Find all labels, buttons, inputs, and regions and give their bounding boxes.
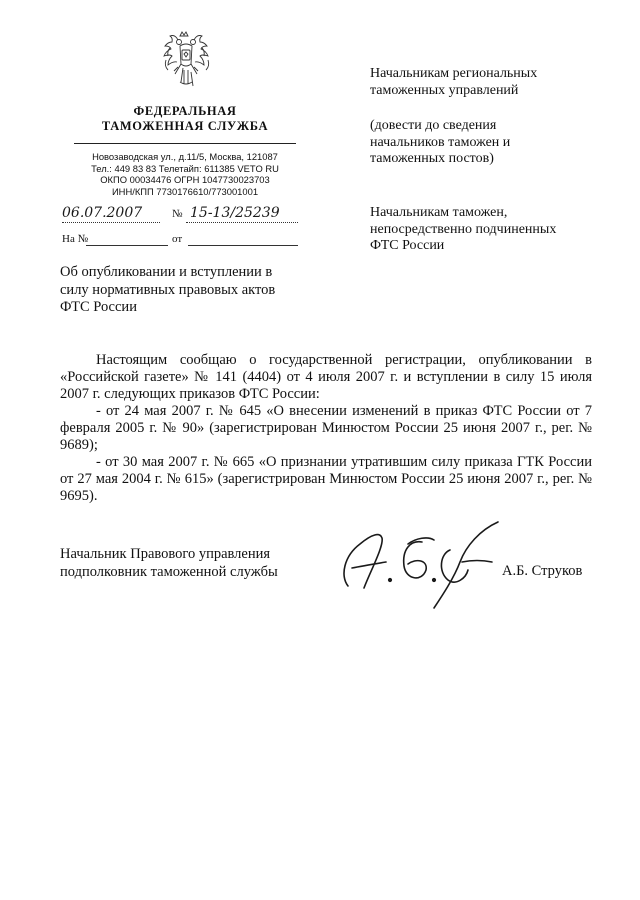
registration-row xyxy=(62,205,302,225)
recipient-line: таможенных постов) xyxy=(370,151,494,166)
recipient-line: Начальникам региональных xyxy=(370,66,538,81)
recipient-line: (довести до сведения xyxy=(370,118,497,133)
letter-body xyxy=(60,352,592,505)
reference-number-line xyxy=(86,245,168,246)
reference-number-label: На № xyxy=(62,233,89,245)
recipient-line: непосредственно подчиненных xyxy=(370,221,557,237)
subject-line: силу нормативных правовых актов xyxy=(60,281,276,298)
address-line: Новозаводская ул., д.11/5, Москва, 121087 xyxy=(92,151,278,162)
recipient-block xyxy=(370,66,610,99)
recipient-block xyxy=(370,205,610,255)
reference-date-line xyxy=(188,245,298,246)
registration-number: 15-13/25239 xyxy=(190,205,280,221)
double-headed-eagle-emblem-icon xyxy=(160,30,212,92)
recipient-line: таможенных управлений xyxy=(370,82,519,98)
body-paragraph: - от 30 мая 2007 г. № 665 «О признании утратившим силу приказа ГТК России от 27 мая 2004 г. № 615» (зарегистрирован Минюстом России 25 июня 2007 г., рег. № 9695). xyxy=(60,454,592,504)
document-subject xyxy=(60,264,310,317)
address-line: Тел.: 449 83 83 Телетайп: 611385 VETO RU xyxy=(91,162,279,174)
address-line: ОКПО 00034476 ОГРН 1047730023703 xyxy=(100,174,270,185)
recipient-line: начальников таможен и xyxy=(370,134,511,150)
body-paragraph: Настоящим сообщаю о государственной регистрации, опубликовании в «Российской газете» № 141 (4404) от 4 июля 2007 г. и вступлении в силу 15 июля 2007 г. следующих приказов ФТС России: xyxy=(60,352,592,402)
registration-date: 06.07.2007 xyxy=(62,205,143,221)
reference-date-label: от xyxy=(172,233,183,245)
signatory-rank-line: подполковник таможенной службы xyxy=(60,563,278,580)
registration-number-line xyxy=(186,222,298,223)
address-line: ИНН/КПП 7730176610/773001001 xyxy=(111,185,259,197)
recipient-line: ФТС России xyxy=(370,238,445,253)
organization-title-line2: ТАМОЖЕННАЯ СЛУЖБА xyxy=(101,119,269,133)
signatory-name: А.Б. Струков xyxy=(502,563,583,579)
signatory-position-line: Начальник Правового управления xyxy=(60,546,271,562)
registration-date-line xyxy=(62,222,160,223)
recipient-note xyxy=(370,118,610,168)
header-divider xyxy=(74,143,296,144)
registration-number-label: № xyxy=(172,208,183,220)
organization-title xyxy=(60,104,310,134)
signatory-position xyxy=(60,546,320,581)
subject-line: Об опубликовании и вступлении в xyxy=(60,264,273,280)
subject-line: ФТС России xyxy=(60,299,137,315)
recipient-line: Начальникам таможен, xyxy=(370,205,508,220)
handwritten-signature-icon xyxy=(330,516,500,612)
body-paragraph: - от 24 мая 2007 г. № 645 «О внесении изменений в приказ ФТС России от 7 февраля 2005 г. № 90» (зарегистрирован Минюстом России 25 июня 2007 г., рег. № 9689); xyxy=(60,403,592,453)
organization-address xyxy=(60,151,310,197)
reference-row xyxy=(62,233,302,249)
organization-title-line1: ФЕДЕРАЛЬНАЯ xyxy=(133,104,237,118)
